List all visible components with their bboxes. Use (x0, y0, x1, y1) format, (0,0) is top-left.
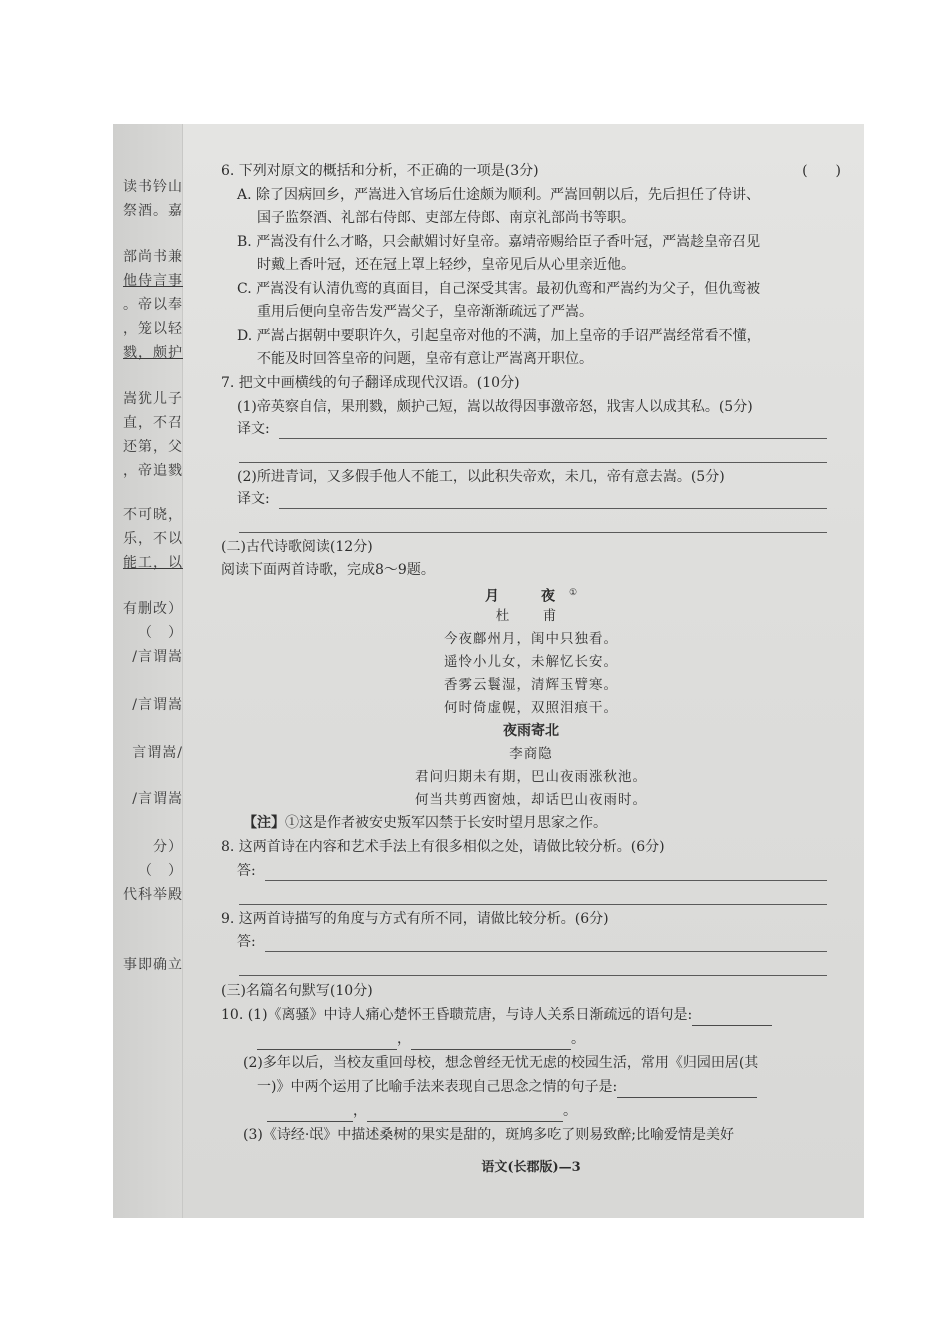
left-margin-line: 能工，以 (123, 555, 183, 571)
poem1-author: 杜 甫 (495, 608, 567, 624)
q6-stem-text: 6. 下列对原文的概括和分析，不正确的一项是(3分) (221, 163, 539, 179)
q9-answer-label: 答: (237, 934, 256, 950)
q7-1-answer-line-2[interactable] (239, 462, 827, 463)
scanned-page-photo (113, 124, 864, 1218)
left-margin-strip (113, 124, 183, 1218)
left-margin-line: 还第，父 (123, 439, 183, 455)
left-margin-line: ，帝追戮 (123, 463, 183, 479)
q6-stem (221, 160, 841, 182)
poem1-note-mark: ① (568, 588, 578, 598)
q7-2-answer-line-1[interactable] (279, 508, 827, 509)
poem2-author: 李商隐 (509, 746, 553, 762)
left-margin-line: 代科举殿 (123, 887, 183, 903)
left-margin-line: 部尚书兼 (123, 249, 183, 265)
left-margin-line: 嵩犹儿子 (123, 391, 183, 407)
poem2-title: 夜雨寄北 (503, 723, 559, 739)
q7-sentence-1: (1)帝英察自信，果刑戮，颇护己短，嵩以故得因事激帝怒，戕害人以成其私。(5分) (237, 399, 753, 415)
q6-option-a-line2: 国子监祭酒、礼部右侍郎、吏部左侍郎、南京礼部尚书等职。 (257, 210, 635, 226)
left-margin-line: 乐，不以 (123, 531, 183, 547)
poem1-title-row (221, 582, 841, 608)
q6-option-d-line1: D. 严嵩占据朝中要职许久，引起皇帝对他的不满，加上皇帝的手诏严嵩经常看不懂， (237, 328, 761, 344)
q6-option-c-line1: C. 严嵩没有认清仇鸾的真面目，自己深受其害。最初仇鸾和严嵩约为父子，但仇鸾被 (237, 281, 761, 297)
left-margin-line: （ ） (138, 625, 183, 641)
left-margin-line: 事即确立 (123, 957, 183, 973)
q7-2-answer-line-2[interactable] (239, 532, 827, 533)
poem2-line-2: 何当共剪西窗烛，却话巴山夜雨时。 (415, 792, 647, 808)
q6-option-c-line2: 重用后便向皇帝告发严嵩父子，皇帝渐渐疏远了严嵩。 (257, 304, 593, 320)
left-margin-line: 言谓嵩/ (132, 745, 183, 761)
q10-item-3-line1: (3)《诗经·氓》中描述桑树的果实是甜的，斑鸠多吃了则易致醉;比喻爱情是美好 (243, 1127, 734, 1143)
q10-item-1-blanks (257, 1028, 585, 1050)
left-margin-line: 有删改） (123, 601, 183, 617)
q10-1-blank-b[interactable] (257, 1034, 397, 1050)
q10-1-blank-c[interactable] (411, 1034, 571, 1050)
q10-2-blank-b[interactable] (267, 1106, 353, 1122)
q7-1-answer-line-1[interactable] (279, 438, 827, 439)
section-3-title: (三)名篇名句默写(10分) (221, 983, 373, 999)
note-label: 【注】 (243, 815, 285, 831)
q7-sentence-2: (2)所进青词，又多假手他人不能工，以此积失帝欢，未几，帝有意去嵩。(5分) (237, 469, 725, 485)
q10-item-2-line2 (257, 1076, 757, 1098)
q6-option-b-line1: B. 严嵩没有什么才略，只会献媚讨好皇帝。嘉靖帝赐给臣子香叶冠，严嵩趁皇帝召见 (237, 234, 761, 250)
q7-stem: 7. 把文中画横线的句子翻译成现代汉语。(10分) (221, 375, 520, 391)
q10-2-comma: ， (353, 1103, 367, 1119)
poem1-line-2: 遥怜小儿女，未解忆长安。 (444, 654, 618, 670)
q6-answer-paren: ( ) (802, 163, 841, 179)
left-margin-line: 祭酒。嘉 (123, 203, 183, 219)
q10-item-2-text: 一)》中两个运用了比喻手法来表现自己思念之情的句子是: (257, 1079, 618, 1095)
left-margin-line: 不可晓， (123, 507, 183, 523)
section-2-title: (二)古代诗歌阅读(12分) (221, 539, 373, 555)
left-margin-line: /言谓嵩 (132, 649, 183, 665)
left-margin-line: /言谓嵩 (132, 697, 183, 713)
q8-stem: 8. 这两首诗在内容和艺术手法上有很多相似之处，请做比较分析。(6分) (221, 839, 665, 855)
left-margin-line: 读书钤山 (123, 179, 183, 195)
left-margin-line: ，笼以轻 (123, 321, 183, 337)
q6-option-b-line2: 时戴上香叶冠，还在冠上罩上轻纱，皇帝见后从心里亲近他。 (257, 257, 635, 273)
q9-answer-line-1[interactable] (265, 951, 827, 952)
q8-answer-line-1[interactable] (265, 880, 827, 881)
poem2-line-1: 君问归期未有期，巴山夜雨涨秋池。 (415, 769, 647, 785)
q6-option-d-line2: 不能及时回答皇帝的问题，皇帝有意让严嵩离开职位。 (257, 351, 593, 367)
poem1-line-1: 今夜鄜州月，闺中只独看。 (444, 631, 618, 647)
left-margin-line: 戮，颇护 (123, 345, 183, 361)
q10-item-2-line1: (2)多年以后，当校友重回母校，想念曾经无忧无虑的校园生活，常用《归园田居(其 (243, 1055, 759, 1071)
left-margin-line: 直，不召 (123, 415, 183, 431)
q9-stem: 9. 这两首诗描写的角度与方式有所不同，请做比较分析。(6分) (221, 911, 609, 927)
q10-1-period: 。 (571, 1031, 585, 1047)
note-text: ①这是作者被安史叛军囚禁于长安时望月思家之作。 (285, 815, 607, 831)
poem-note (243, 812, 607, 834)
q6-option-a-line1: A. 除了因病回乡，严嵩进入官场后仕途颇为顺利。严嵩回朝以后，先后担任了侍讲、 (237, 187, 761, 203)
poem1-line-4: 何时倚虚幌，双照泪痕干。 (444, 700, 618, 716)
q10-2-period: 。 (563, 1103, 577, 1119)
q7-1-answer-label: 译文: (237, 421, 270, 437)
q10-1-comma: ， (397, 1031, 411, 1047)
q10-2-blank-a[interactable] (617, 1082, 757, 1098)
page-footer: 语文(长郡版)—3 (481, 1160, 581, 1175)
section-2-intro: 阅读下面两首诗歌，完成8～9题。 (221, 562, 435, 578)
left-margin-line: 分） (153, 839, 183, 855)
left-margin-line: （ ） (138, 863, 183, 879)
left-margin-line: /言谓嵩 (132, 791, 183, 807)
left-margin-line: 他侍言事 (123, 273, 183, 289)
q8-answer-label: 答: (237, 863, 256, 879)
q9-answer-line-2[interactable] (239, 975, 827, 976)
q10-item-2-blanks (267, 1100, 577, 1122)
left-margin-line: 。帝以奉 (123, 297, 183, 313)
q8-answer-line-2[interactable] (239, 904, 827, 905)
q7-2-answer-label: 译文: (237, 491, 270, 507)
poem1-title: 月 夜 (484, 588, 569, 605)
poem1-line-3: 香雾云鬟湿，清辉玉臂寒。 (444, 677, 618, 693)
q10-item-1 (221, 1004, 772, 1026)
q10-item-1-text: 10. (1)《离骚》中诗人痛心楚怀王昏聩荒唐，与诗人关系日渐疏远的语句是: (221, 1007, 693, 1023)
q10-2-blank-c[interactable] (367, 1106, 563, 1122)
q10-1-blank-a[interactable] (692, 1010, 772, 1026)
